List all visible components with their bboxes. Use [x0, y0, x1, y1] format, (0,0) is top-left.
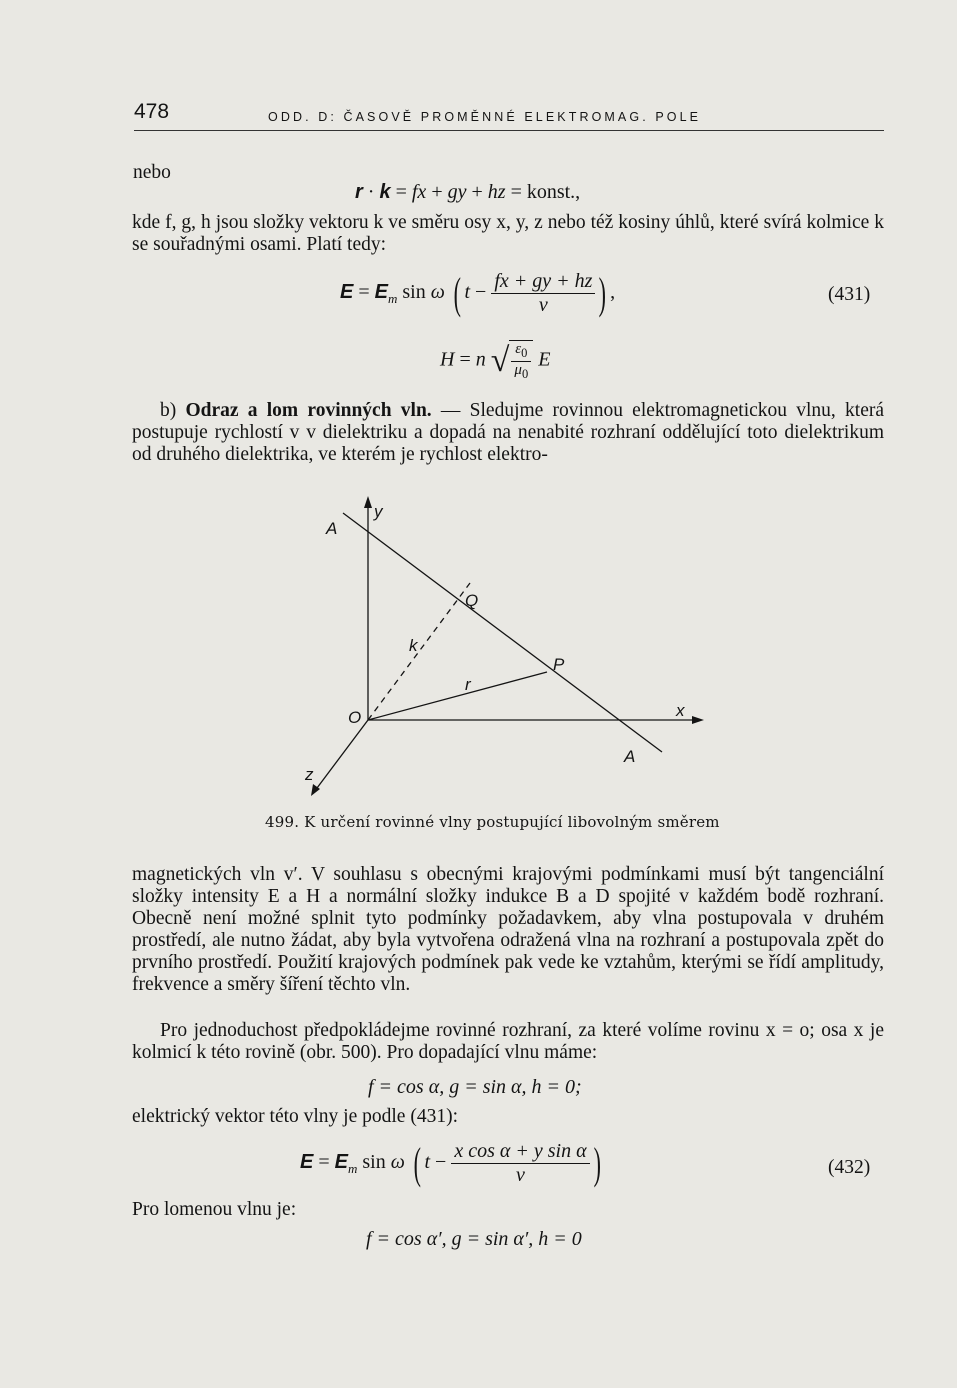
section-text: — Sledujme rovinnou elektromagnetickou vlnu, která postupuje rychlostí v v dielektriku a dopadá na nenabité rozhraní oddělující toto dielektrikum od druhého dielektrika, ve kterém je rychlost elektro-	[132, 400, 884, 465]
equation-432: $E = E_m$ sin ω ( t − $\frac{\text{x cos α + y sin α}}{v}$ )	[300, 1139, 601, 1188]
equation-rk: r · k = fx + gy + hz = konst.,	[355, 181, 581, 203]
label-k: k	[409, 636, 418, 655]
text-elektricky: elektrický vektor této vlny je podle (431):	[132, 1106, 458, 1127]
paragraph-jednoduchost: Pro jednoduchost předpokládejme rovinné rozhraní, za které volíme rovinu x = o; osa x je kolmicí k této rovině (obr. 500). Pro dopadající vlnu máme:	[132, 1020, 884, 1063]
equation-fgh-incident: f = cos α, g = sin α, h = 0;	[368, 1076, 582, 1098]
label-O: O	[348, 708, 362, 727]
konst-text: = konst.,	[510, 181, 581, 203]
label-x: x	[676, 701, 685, 720]
vector-r	[368, 672, 547, 720]
word-nebo: nebo	[133, 162, 171, 183]
paragraph-kde: kde f, g, h jsou složky vektoru k ve směru osy x, y, z nebo též kosiny úhlů, které svírá kolmice k se souřadnými osami. Platí tedy:	[132, 212, 884, 255]
eq432-numerator: x cos α + y sin α	[451, 1140, 589, 1164]
label-A-bottom: A	[624, 747, 636, 766]
equation-431: $E = E_m$ sin ω ( t − $\frac{fx + gy + hz}{v}$ ) ,	[340, 269, 616, 318]
label-r: r	[465, 675, 471, 694]
equation-fgh-refracted: f = cos α′, g = sin α′, h = 0	[366, 1228, 582, 1250]
page-number: 478	[134, 100, 170, 123]
label-A-top: A	[326, 519, 338, 538]
x-arrow	[692, 716, 704, 724]
section-label: b)	[160, 400, 177, 421]
label-Q: Q	[465, 591, 479, 610]
wave-plane-line	[343, 513, 662, 752]
label-P: P	[553, 655, 565, 674]
eq431-numerator: fx + gy + hz	[491, 270, 595, 294]
eq431-denominator: v	[538, 294, 548, 316]
y-arrow	[364, 496, 372, 508]
figure-caption: 499. K určení rovinné vlny postupující libovolným směrem	[265, 813, 720, 831]
text-lomena: Pro lomenou vlnu je:	[132, 1199, 297, 1220]
equation-number-431: (431)	[828, 284, 871, 305]
running-header: ODD. D: ČASOVĚ PROMĚNNÉ ELEKTROMAG. POLE	[268, 110, 702, 124]
z-axis	[314, 720, 368, 792]
equation-number-432: (432)	[828, 1157, 871, 1178]
paragraph-magnetickych: magnetických vln v′. V souhlasu s obecnými krajovými podmínkami musí být tangenciální složky intensity E a H a normální složky indukce B a D spojité v každém bodě rozhraní. Obecně není možné splnit tyto podmínky požadavkem, aby vlna postupovala v druhém prostředí, ale nutno žádat, aby byla vytvořena odražená vlna na rozhraní a postupovala zpět do prvního prostředí. Použití krajových podmínek pak vede ke vztahům, kterými se řídí amplitudy, frekvence a směry šíření těchto vln.	[132, 864, 884, 995]
label-z: z	[305, 765, 314, 784]
eq432-denominator: v	[516, 1164, 525, 1186]
section-title: Odraz a lom rovinných vln.	[185, 400, 432, 421]
equation-H: H = n √ $\frac{\varepsilon_0}{\mu_0}$ E	[440, 341, 551, 381]
label-y: y	[374, 502, 383, 521]
vector-k	[368, 583, 470, 720]
